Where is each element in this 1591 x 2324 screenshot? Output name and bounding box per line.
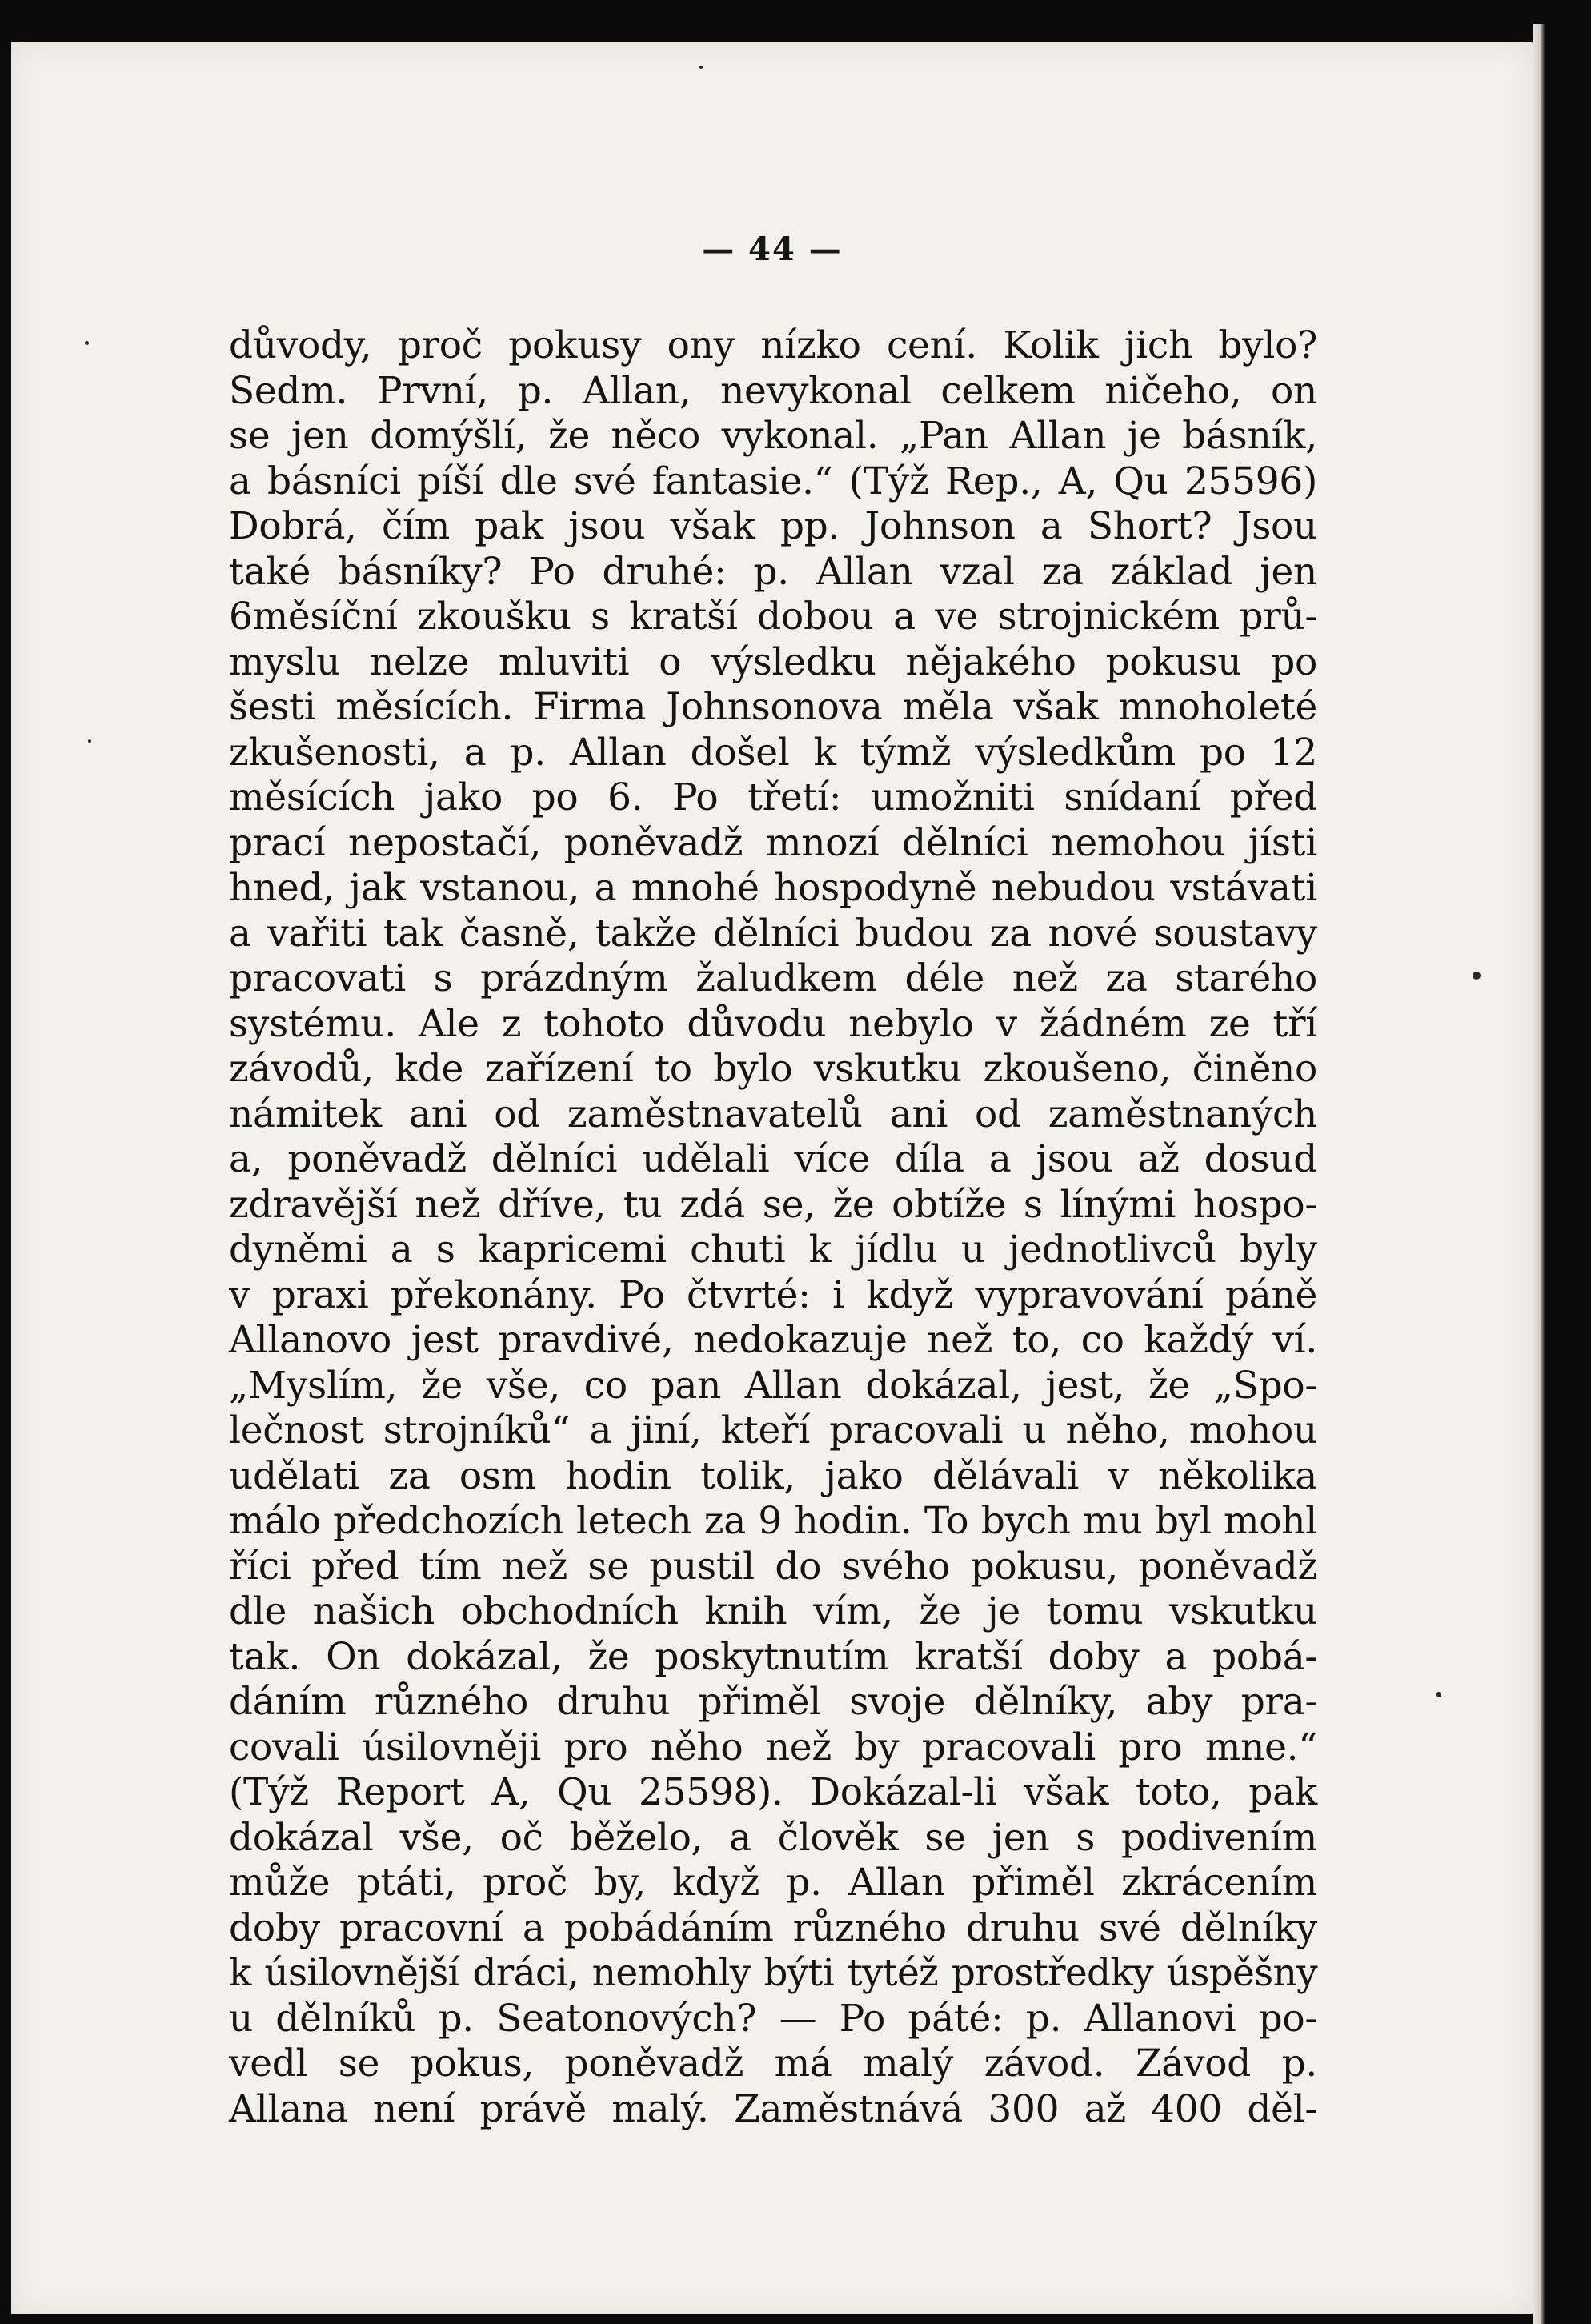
scan-speck [1473,972,1481,980]
text-line: říci před tím než se pustil do svého pokusu, poněvadž [229,1544,1317,1589]
body-text [229,323,1317,2132]
text-line: zkušenosti, a p. Allan došel k týmž výsledkům po 12 [229,730,1317,775]
text-line: udělati za osm hodin tolik, jako dělávali v několika [229,1453,1317,1498]
text-line: dyněmi a s kapricemi chuti k jídlu u jednotlivců byly [229,1228,1317,1272]
text-line: závodů, kde zařízení to bylo vskutku zkoušeno, činěno [229,1047,1317,1091]
text-line: také básníky? Po druhé: p. Allan vzal za základ jen [229,549,1317,594]
page-edge-shadow [1533,24,1545,2324]
scan-speck [88,739,91,743]
text-line: doby pracovní a pobádáním různého druhu své dělníky [229,1905,1317,1950]
text-line: Sedm. První, p. Allan, nevykonal celkem ničeho, on [229,368,1317,413]
text-line: málo předchozích letech za 9 hodin. To bych mu byl mohl [229,1499,1317,1543]
text-line: a, poněvadž dělníci udělali více díla a jsou až dosud [229,1137,1317,1181]
text-line: prací nepostačí, poněvadž mnozí dělníci nemohou jísti [229,820,1317,865]
text-line: u dělníků p. Seatonových? — Po páté: p. Allanovi po- [229,1996,1317,2041]
page-number: — 44 — [702,230,843,268]
text-line: vedl se pokus, poněvadž má malý závod. Závod p. [229,2042,1317,2086]
text-line: dle našich obchodních knih vím, že je tomu vskutku [229,1589,1317,1633]
text-line: a básníci píší dle své fantasie.“ (Týž Rep., A, Qu 25596) [229,459,1317,503]
text-line: pracovati s prázdným žaludkem déle než za starého [229,956,1317,1000]
text-line: covali úsilovněji pro něho než by pracovali pro mne.“ [229,1725,1317,1769]
text-line: dáním různého druhu přiměl svoje dělníky, aby pra- [229,1680,1317,1724]
text-line: může ptáti, proč by, když p. Allan přiměl zkrácením [229,1861,1317,1905]
text-line: Dobrá, čím pak jsou však pp. Johnson a Short? Jsou [229,504,1317,548]
text-line: hned, jak vstanou, a mnohé hospodyně nebudou vstávati [229,866,1317,910]
text-line: a vařiti tak časně, takže dělníci budou za nové soustavy [229,911,1317,956]
text-line: myslu nelze mluviti o výsledku nějakého pokusu po [229,639,1317,684]
text-line: dokázal vše, oč běželo, a člověk se jen s podivením [229,1815,1317,1860]
text-line: tak. On dokázal, že poskytnutím kratší doby a pobá- [229,1634,1317,1679]
text-line: se jen domýšlí, že něco vykonal. „Pan Allan je básník, [229,414,1317,458]
text-line: šesti měsících. Firma Johnsonova měla však mnoholeté [229,685,1317,729]
book-page [11,42,1533,2314]
text-line: lečnost strojníků“ a jiní, kteří pracovali u něho, mohou [229,1408,1317,1452]
text-line: Allanovo jest pravdivé, nedokazuje než to, co každý ví. [229,1318,1317,1362]
text-line: k úsilovnější dráci, nemohly býti tytéž prostředky úspěšny [229,1951,1317,1995]
text-line: důvody, proč pokusy ony nízko cení. Kolik jich bylo? [229,323,1317,367]
scan-speck [1436,1692,1441,1697]
text-line: měsících jako po 6. Po třetí: umožniti snídaní před [229,775,1317,819]
text-line: námitek ani od zaměstnavatelů ani od zaměstnaných [229,1092,1317,1136]
text-line: (Týž Report A, Qu 25598). Dokázal-li však toto, pak [229,1770,1317,1814]
text-line: 6měsíční zkoušku s kratší dobou a ve strojnickém prů- [229,595,1317,639]
text-line: systému. Ale z tohoto důvodu nebylo v žádném ze tří [229,1001,1317,1046]
text-line: „Myslím, že vše, co pan Allan dokázal, jest, že „Spo- [229,1363,1317,1408]
text-line: zdravější než dříve, tu zdá se, že obtíže s línými hospo- [229,1182,1317,1227]
text-line: v praxi překonány. Po čtvrté: i když vypravování páně [229,1272,1317,1317]
scan-speck [699,66,703,69]
text-line: Allana není právě malý. Zaměstnává 300 až 400 děl- [229,2086,1317,2131]
scan-speck [85,341,89,345]
